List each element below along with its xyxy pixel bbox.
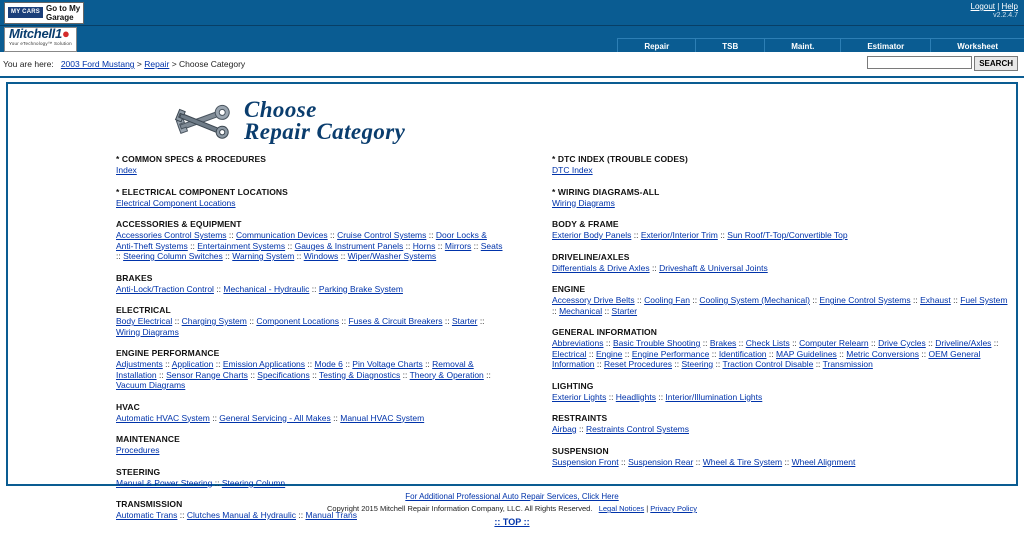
link-separator: ::	[309, 283, 319, 294]
link-separator: ::	[422, 359, 433, 369]
my-garage-label	[46, 4, 80, 22]
category-link[interactable]: Suspension Front	[552, 456, 619, 467]
link-separator: ::	[116, 251, 124, 261]
breadcrumb-sep-1: >	[136, 59, 142, 69]
category-link[interactable]: Door Locks & Anti-Theft Systems	[116, 230, 487, 251]
version-label: v2.2.4.7	[993, 12, 1018, 19]
category-group	[552, 381, 1008, 403]
search-box	[867, 56, 1018, 71]
category-link[interactable]: Cooling Fan	[644, 295, 690, 305]
category-link-list	[552, 295, 1008, 316]
page-title	[244, 99, 405, 143]
category-link[interactable]: Manual & Power Steering	[116, 477, 213, 488]
link-separator: ::	[213, 283, 224, 294]
category-link[interactable]: Emission Applications	[222, 359, 306, 369]
link-separator: ::	[782, 456, 792, 467]
category-link[interactable]: Engine Performance	[631, 348, 710, 359]
link-separator: ::	[622, 348, 632, 359]
link-separator: ::	[693, 456, 703, 467]
category-link[interactable]: Index	[116, 165, 137, 175]
link-separator: ::	[991, 338, 999, 348]
category-link[interactable]: Wiper/Washer Systems	[347, 251, 437, 261]
right-category-column	[512, 154, 1016, 532]
category-link[interactable]: Steering Column	[221, 477, 286, 488]
category-link[interactable]: Wiring Diagrams	[552, 197, 615, 208]
my-cars-logo-text: MY CARS	[11, 9, 40, 15]
category-group	[116, 187, 504, 209]
category-group-heading: TRANSMISSION	[116, 499, 183, 509]
tab-estimator[interactable]	[840, 38, 930, 52]
category-group-heading: * COMMON SPECS & PROCEDURES	[116, 154, 267, 164]
link-separator: ::	[925, 338, 936, 348]
category-link[interactable]: Horns	[412, 240, 436, 251]
logout-link[interactable]: Logout	[970, 2, 995, 11]
my-garage-label-line1: Go to My	[45, 3, 81, 13]
link-separator: ::	[471, 240, 481, 251]
search-button[interactable]: SEARCH	[974, 56, 1018, 71]
category-group	[552, 284, 1008, 316]
category-link[interactable]: Sensor Range Charts	[166, 369, 248, 380]
category-group	[116, 402, 504, 424]
category-group-heading: GENERAL INFORMATION	[552, 327, 657, 337]
link-separator: ::	[552, 305, 560, 316]
legal-notices-link[interactable]: Legal Notices	[598, 504, 645, 513]
link-separator: ::	[156, 369, 167, 380]
category-link[interactable]: Testing & Diagnostics	[319, 369, 401, 380]
brand-name: Mitchell1	[9, 25, 62, 41]
category-group-heading: * ELECTRICAL COMPONENT LOCATIONS	[116, 186, 288, 197]
category-link-list	[552, 198, 1008, 209]
link-separator: ::	[172, 316, 182, 326]
category-link[interactable]: Mirrors	[444, 240, 472, 251]
category-link[interactable]: Warning System	[232, 251, 295, 261]
category-link[interactable]: OEM General Information	[552, 348, 981, 369]
category-columns	[8, 150, 1016, 532]
link-separator: ::	[910, 295, 921, 305]
category-link[interactable]: Electrical Component Locations	[116, 197, 236, 208]
brand-bar	[0, 26, 1024, 52]
category-group	[552, 219, 1008, 241]
category-group-heading: HVAC	[116, 401, 140, 412]
category-link[interactable]: Fuel System	[960, 295, 1008, 305]
brand-tagline: Your eTechnology™ Solution	[9, 40, 72, 46]
category-link[interactable]: Charging System	[181, 316, 247, 326]
category-link[interactable]: Electrical	[552, 348, 587, 359]
category-link[interactable]: Exhaust	[920, 295, 951, 305]
top-right-links	[971, 2, 1018, 19]
category-link[interactable]: Wiring Diagrams	[116, 326, 179, 337]
category-link[interactable]: Specifications	[257, 369, 310, 380]
link-separator: ::	[789, 338, 800, 348]
category-group-heading: ENGINE	[552, 284, 586, 294]
link-separator: ::	[403, 240, 413, 251]
link-separator: ::	[709, 348, 719, 359]
help-link[interactable]: Help	[1001, 2, 1018, 11]
tab-tsb-label: TSB	[722, 42, 739, 51]
link-separator: ::	[634, 295, 645, 305]
link-separator: ::	[672, 359, 682, 369]
link-separator: ::	[435, 240, 445, 251]
left-category-column	[8, 154, 512, 532]
category-link[interactable]: Anti-Lock/Traction Control	[116, 283, 214, 294]
category-link[interactable]: Seats	[480, 240, 503, 251]
category-link[interactable]: Traction Control Disable	[722, 359, 814, 369]
category-link[interactable]: Exterior Lights	[552, 391, 607, 402]
link-separator: ::	[162, 359, 172, 369]
link-separator: ::	[294, 251, 304, 261]
page-title-line1: Choose	[244, 97, 317, 122]
link-separator: ::	[339, 316, 349, 326]
breadcrumb	[0, 59, 245, 69]
page-title-line2: Repair Category	[244, 119, 406, 144]
category-link[interactable]: Mechanical	[559, 305, 603, 316]
category-link[interactable]: Wheel & Tire System	[702, 456, 783, 467]
category-link-list	[116, 198, 504, 209]
category-link[interactable]: Windows	[303, 251, 339, 261]
link-separator: ::	[618, 456, 629, 467]
breadcrumb-vehicle[interactable]: 2003 Ford Mustang	[60, 59, 135, 69]
link-separator: ::	[477, 316, 485, 326]
link-separator: ::	[226, 230, 236, 240]
category-group-heading: ACCESSORIES & EQUIPMENT	[116, 219, 242, 229]
category-link[interactable]: Entertainment Systems	[197, 240, 286, 251]
category-group	[552, 154, 1008, 176]
category-link-list	[552, 457, 1008, 468]
tab-worksheet[interactable]	[930, 38, 1024, 52]
category-group	[116, 305, 504, 337]
category-link[interactable]: Application	[171, 359, 214, 369]
category-group	[116, 499, 504, 521]
link-separator: ::	[327, 230, 338, 240]
link-separator: ::	[576, 424, 587, 434]
category-group-heading: ENGINE PERFORMANCE	[116, 348, 220, 358]
privacy-policy-link[interactable]: Privacy Policy	[650, 504, 697, 513]
category-link[interactable]: Cooling System (Mechanical)	[699, 295, 810, 305]
category-link[interactable]: Mechanical - Hydraulic	[223, 283, 310, 294]
link-separator: ::	[766, 348, 776, 359]
link-separator: ::	[330, 412, 341, 423]
category-link[interactable]: Exterior/Interior Trim	[640, 230, 718, 240]
link-separator: ::	[700, 338, 710, 348]
category-link[interactable]: Drive Cycles	[878, 338, 926, 348]
category-link[interactable]: Sun Roof/T-Top/Convertible Top	[727, 230, 848, 240]
my-cars-logo	[8, 7, 43, 18]
tab-worksheet-label: Worksheet	[957, 42, 998, 51]
category-group	[116, 273, 504, 295]
tab-repair[interactable]	[617, 38, 695, 52]
tab-maint[interactable]	[764, 38, 840, 52]
category-link[interactable]: Airbag	[552, 424, 577, 434]
link-separator: ::	[813, 359, 823, 369]
category-link[interactable]: General Servicing - All Makes	[219, 412, 331, 423]
category-group-heading: BRAKES	[116, 272, 153, 283]
link-separator: ::	[809, 295, 820, 305]
category-group-heading: * DTC INDEX (TROUBLE CODES)	[552, 154, 688, 164]
category-link[interactable]: Starter	[611, 305, 638, 316]
category-link[interactable]: Theory & Operation	[409, 369, 484, 380]
link-separator: ::	[655, 391, 666, 402]
link-separator: ::	[602, 305, 612, 316]
category-group-heading: STEERING	[116, 466, 161, 477]
category-link[interactable]: MAP Guidelines	[776, 348, 837, 359]
link-separator: ::	[246, 316, 257, 326]
category-group-heading: ELECTRICAL	[116, 305, 171, 315]
main-nav-tabs	[617, 38, 1024, 52]
category-link-list	[552, 392, 1008, 403]
link-separator: ::	[919, 348, 929, 359]
category-link[interactable]: Pin Voltage Charts	[352, 359, 423, 369]
category-group-heading: BODY & FRAME	[552, 219, 619, 229]
link-separator: ::	[736, 338, 746, 348]
tab-maint-label: Maint.	[791, 42, 815, 51]
category-link[interactable]: Automatic Trans	[116, 510, 178, 520]
category-link[interactable]: Adjustments	[116, 359, 163, 369]
category-link[interactable]: Exterior Body Panels	[552, 230, 632, 240]
category-link[interactable]: Accessories Control Systems	[116, 230, 227, 240]
link-separator: ::	[342, 359, 353, 369]
category-link[interactable]: Manual HVAC System	[340, 412, 425, 423]
category-group	[552, 187, 1008, 209]
category-link[interactable]: Restraints Control Systems	[586, 424, 690, 434]
link-separator: ::	[285, 240, 295, 251]
link-separator: ::	[483, 369, 491, 380]
link-separator: ::	[594, 359, 604, 369]
breadcrumb-row	[0, 52, 1024, 78]
link-separator: ::	[222, 251, 233, 261]
category-group	[116, 434, 504, 456]
category-group	[552, 327, 1008, 370]
wrench-icon	[168, 98, 238, 144]
link-separator: ::	[213, 359, 223, 369]
footer-copyright: Copyright 2015 Mitchell Repair Information Company, LLC. All Rights Reserved.	[327, 504, 593, 513]
link-separator: ::	[868, 338, 879, 348]
category-link[interactable]: Transmission	[822, 359, 873, 369]
category-link[interactable]: Gauges & Instrument Panels	[294, 240, 404, 251]
category-link[interactable]: Clutches Manual & Hydraulic	[186, 510, 297, 520]
link-separator: ::	[442, 316, 452, 326]
link-separator: ::	[689, 295, 700, 305]
category-group	[116, 348, 504, 391]
category-link-list	[552, 263, 1008, 274]
category-link-list	[552, 338, 1008, 370]
link-separator: ::	[606, 391, 616, 402]
page-title-area	[8, 84, 1016, 150]
category-link-list	[116, 413, 504, 424]
link-separator: ::	[586, 348, 596, 359]
category-link[interactable]: Driveshaft & Universal Joints	[659, 262, 768, 273]
category-link-list	[116, 230, 504, 262]
category-link[interactable]: Vacuum Diagrams	[116, 380, 186, 390]
category-link[interactable]: Basic Trouble Shooting	[612, 338, 701, 348]
breadcrumb-sep-2: >	[171, 59, 177, 69]
category-link[interactable]: Suspension Rear	[628, 456, 694, 467]
category-group-heading: SUSPENSION	[552, 445, 609, 456]
category-link[interactable]: Check Lists	[745, 338, 790, 348]
category-link-list	[116, 316, 504, 337]
category-link[interactable]: Engine	[595, 348, 623, 359]
category-link[interactable]: Cruise Control Systems	[337, 230, 427, 240]
my-garage-button[interactable]	[4, 2, 84, 24]
category-link-list	[116, 445, 504, 456]
category-link[interactable]: Starter	[451, 316, 478, 326]
link-separator: ::	[309, 369, 320, 380]
link-separator: ::	[177, 510, 187, 520]
category-group	[116, 154, 504, 176]
tab-repair-label: Repair	[644, 42, 670, 51]
link-separator: ::	[603, 338, 613, 348]
category-link-list	[552, 230, 1008, 241]
category-group	[552, 252, 1008, 274]
category-link[interactable]: Metric Conversions	[846, 348, 919, 359]
mitchell1-logo[interactable]	[4, 27, 77, 52]
category-link-list	[552, 424, 1008, 435]
category-group-heading: * WIRING DIAGRAMS-ALL	[552, 186, 660, 197]
category-link-list	[116, 510, 504, 521]
link-separator: ::	[209, 412, 220, 423]
category-link[interactable]: Reset Procedures	[603, 359, 673, 369]
link-separator: ::	[247, 369, 258, 380]
link-separator: ::	[338, 251, 348, 261]
category-link[interactable]: Abbreviations	[552, 338, 604, 348]
category-link[interactable]: Driveline/Axles	[935, 338, 992, 348]
category-link[interactable]: Removal & Installation	[116, 359, 474, 380]
back-to-top-link[interactable]: :: TOP ::	[494, 517, 530, 527]
category-link-list	[116, 284, 504, 295]
category-group-heading: RESTRAINTS	[552, 413, 608, 423]
link-separator: ::	[400, 369, 410, 380]
category-link-list	[116, 478, 504, 489]
category-group	[552, 446, 1008, 468]
category-link[interactable]: Interior/Illumination Lights	[665, 391, 763, 402]
category-link[interactable]: Accessory Drive Belts	[552, 295, 635, 305]
category-link[interactable]: Body Electrical	[116, 316, 173, 326]
category-group-heading: LIGHTING	[552, 380, 594, 391]
breadcrumb-repair[interactable]: Repair	[144, 59, 170, 69]
link-separator: ::	[713, 359, 723, 369]
link-separator: ::	[212, 477, 222, 488]
category-link[interactable]: Parking Brake System	[318, 283, 403, 294]
link-separator: ::	[187, 240, 198, 251]
category-link[interactable]: Procedures	[116, 445, 160, 455]
link-separator: ::	[426, 230, 436, 240]
search-input[interactable]	[867, 56, 972, 69]
link-separator: ::	[305, 359, 315, 369]
link-separator: ::	[631, 230, 641, 240]
category-link-list	[116, 165, 504, 176]
category-link[interactable]: Computer Relearn	[799, 338, 869, 348]
category-link[interactable]: Wheel Alignment	[791, 456, 856, 467]
category-link-list	[116, 359, 504, 391]
category-link[interactable]: Identification	[718, 348, 767, 359]
brand-logo-dot: ●	[61, 25, 70, 41]
category-link[interactable]: Brakes	[709, 338, 737, 348]
category-link[interactable]: Communication Devices	[236, 230, 328, 240]
category-group-heading: DRIVELINE/AXLES	[552, 251, 630, 262]
link-separator: ::	[296, 510, 306, 520]
link-separator: ::	[950, 295, 961, 305]
breadcrumb-prefix: You are here:	[3, 59, 54, 69]
category-group-heading: MAINTENANCE	[116, 434, 180, 444]
category-link[interactable]: Headlights	[615, 391, 656, 402]
category-link[interactable]: Steering Column Switches	[123, 251, 223, 261]
category-link[interactable]: Differentials & Drive Axles	[552, 262, 650, 273]
top-links-divider: |	[997, 2, 1000, 11]
category-link[interactable]: Component Locations	[256, 316, 340, 326]
category-group	[552, 413, 1008, 435]
category-link[interactable]: Steering	[681, 359, 714, 369]
breadcrumb-current: Choose Category	[179, 59, 246, 69]
my-garage-label-line2: Garage	[45, 12, 74, 22]
category-link[interactable]: Manual Trans	[305, 510, 357, 520]
tab-estimator-label: Estimator	[867, 42, 905, 51]
link-separator: ::	[836, 348, 847, 359]
category-link[interactable]: Engine Control Systems	[819, 295, 911, 305]
category-group	[116, 467, 504, 489]
category-link[interactable]: Fuses & Circuit Breakers	[348, 316, 443, 326]
footer-legal-sep: |	[646, 504, 649, 513]
category-link[interactable]: Mode 6	[314, 359, 343, 369]
category-link-list	[552, 165, 1008, 176]
category-link[interactable]: Automatic HVAC System	[116, 412, 210, 423]
tab-tsb[interactable]	[695, 38, 764, 52]
link-separator: ::	[649, 262, 660, 273]
category-link[interactable]: DTC Index	[552, 165, 593, 175]
link-separator: ::	[717, 230, 728, 240]
footer-promo-link[interactable]: For Additional Professional Auto Repair Services, Click Here	[405, 492, 619, 501]
top-bar	[0, 0, 1024, 26]
category-group	[116, 219, 504, 262]
